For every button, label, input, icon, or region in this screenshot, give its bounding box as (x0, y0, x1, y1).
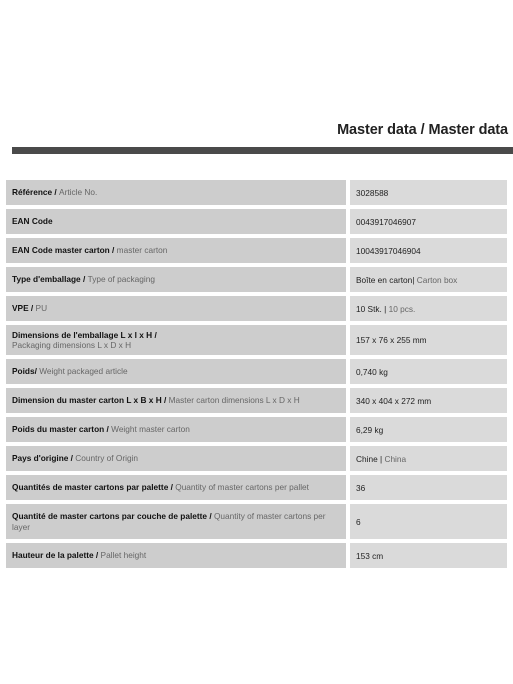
label-fr: VPE / (12, 303, 36, 314)
label-fr: Dimension du master carton L x B x H / (12, 395, 169, 406)
label-en: Weight packaged article (39, 366, 128, 377)
value-en: China (384, 453, 407, 464)
title-right: Master data (428, 122, 508, 138)
table-row-article-no (6, 180, 507, 205)
row-label (6, 504, 346, 539)
value-main: 340 x 404 x 272 mm (356, 395, 432, 406)
label-fr: Dimensions de l'emballage L x l x H / (12, 329, 157, 340)
row-label (6, 180, 346, 205)
table-row-country-of-origin (6, 446, 507, 471)
label-en: Pallet height (100, 550, 147, 561)
table-row-pu (6, 296, 507, 321)
table-row-cartons-per-layer (6, 504, 507, 539)
label-fr: Référence / (12, 187, 60, 198)
row-value (350, 504, 507, 539)
row-label (6, 296, 346, 321)
label-en: PU (35, 303, 48, 314)
table-row-packaging-type (6, 267, 507, 292)
label-fr: Type d'emballage / (12, 274, 88, 285)
label-en: Article No. (59, 187, 98, 198)
value-main: Chine | (356, 453, 385, 464)
row-value (350, 209, 507, 234)
row-label (6, 475, 346, 500)
master-data-table (6, 180, 507, 572)
label-fr: Poids/ (12, 366, 40, 377)
label-fr: Hauteur de la palette / (12, 550, 101, 561)
row-label (6, 325, 346, 355)
row-label (6, 267, 346, 292)
table-row-master-carton-weight (6, 417, 507, 442)
page-title (337, 122, 508, 138)
row-value (350, 475, 507, 500)
row-value (350, 267, 507, 292)
label-fr: EAN Code master carton / (12, 245, 117, 256)
row-value (350, 296, 507, 321)
table-row-ean-master-carton (6, 238, 507, 263)
label-fr: Quantités de master cartons par palette / (12, 482, 176, 493)
row-label (6, 238, 346, 263)
table-row-packaging-dimensions (6, 325, 507, 355)
row-label (6, 388, 346, 413)
label-fr: Poids du master carton / (12, 424, 112, 435)
value-main: 0043917046907 (356, 216, 416, 227)
title-underline-bar (12, 147, 513, 154)
value-main: 10 Stk. | (356, 303, 389, 314)
title-separator: / (420, 122, 425, 138)
row-value (350, 180, 507, 205)
row-label (6, 543, 346, 568)
label-en: master carton (116, 245, 168, 256)
value-main: Boîte en carton| (356, 274, 417, 285)
table-row-cartons-per-pallet (6, 475, 507, 500)
label-en: Master carton dimensions L x D x H (168, 395, 300, 406)
table-row-ean-code (6, 209, 507, 234)
label-en: Quantity of master cartons per layer (12, 511, 326, 532)
table-row-pallet-height (6, 543, 507, 568)
row-label (6, 446, 346, 471)
label-fr: Pays d'origine / (12, 453, 76, 464)
table-row-master-carton-dimensions (6, 388, 507, 413)
row-value (350, 388, 507, 413)
value-main: 153 cm (356, 550, 384, 561)
row-label (6, 359, 346, 384)
label-en: Type of packaging (87, 274, 155, 285)
row-label (6, 209, 346, 234)
title-left: Master data (337, 122, 417, 138)
value-en: Carton box (416, 274, 458, 285)
value-main: 157 x 76 x 255 mm (356, 335, 427, 345)
value-en: 10 pcs. (388, 303, 416, 314)
label-en: Quantity of master cartons per pallet (175, 482, 309, 493)
label-en: Weight master carton (111, 424, 190, 435)
label-fr: EAN Code (12, 216, 53, 227)
row-label (6, 417, 346, 442)
table-row-weight-packaged (6, 359, 507, 384)
row-value (350, 417, 507, 442)
row-value (350, 359, 507, 384)
row-value (350, 238, 507, 263)
row-value (350, 325, 507, 355)
label-fr: Quantité de master cartons par couche de palette / (12, 511, 214, 521)
row-value (350, 446, 507, 471)
value-main: 6 (356, 516, 361, 527)
value-main: 3028588 (356, 187, 389, 198)
value-main: 6,29 kg (356, 424, 384, 435)
value-main: 36 (356, 482, 366, 493)
label-en: Packaging dimensions L x D x H (12, 340, 132, 350)
value-main: 0,740 kg (356, 366, 388, 377)
row-value (350, 543, 507, 568)
value-main: 10043917046904 (356, 245, 421, 256)
label-en: Country of Origin (75, 453, 139, 464)
